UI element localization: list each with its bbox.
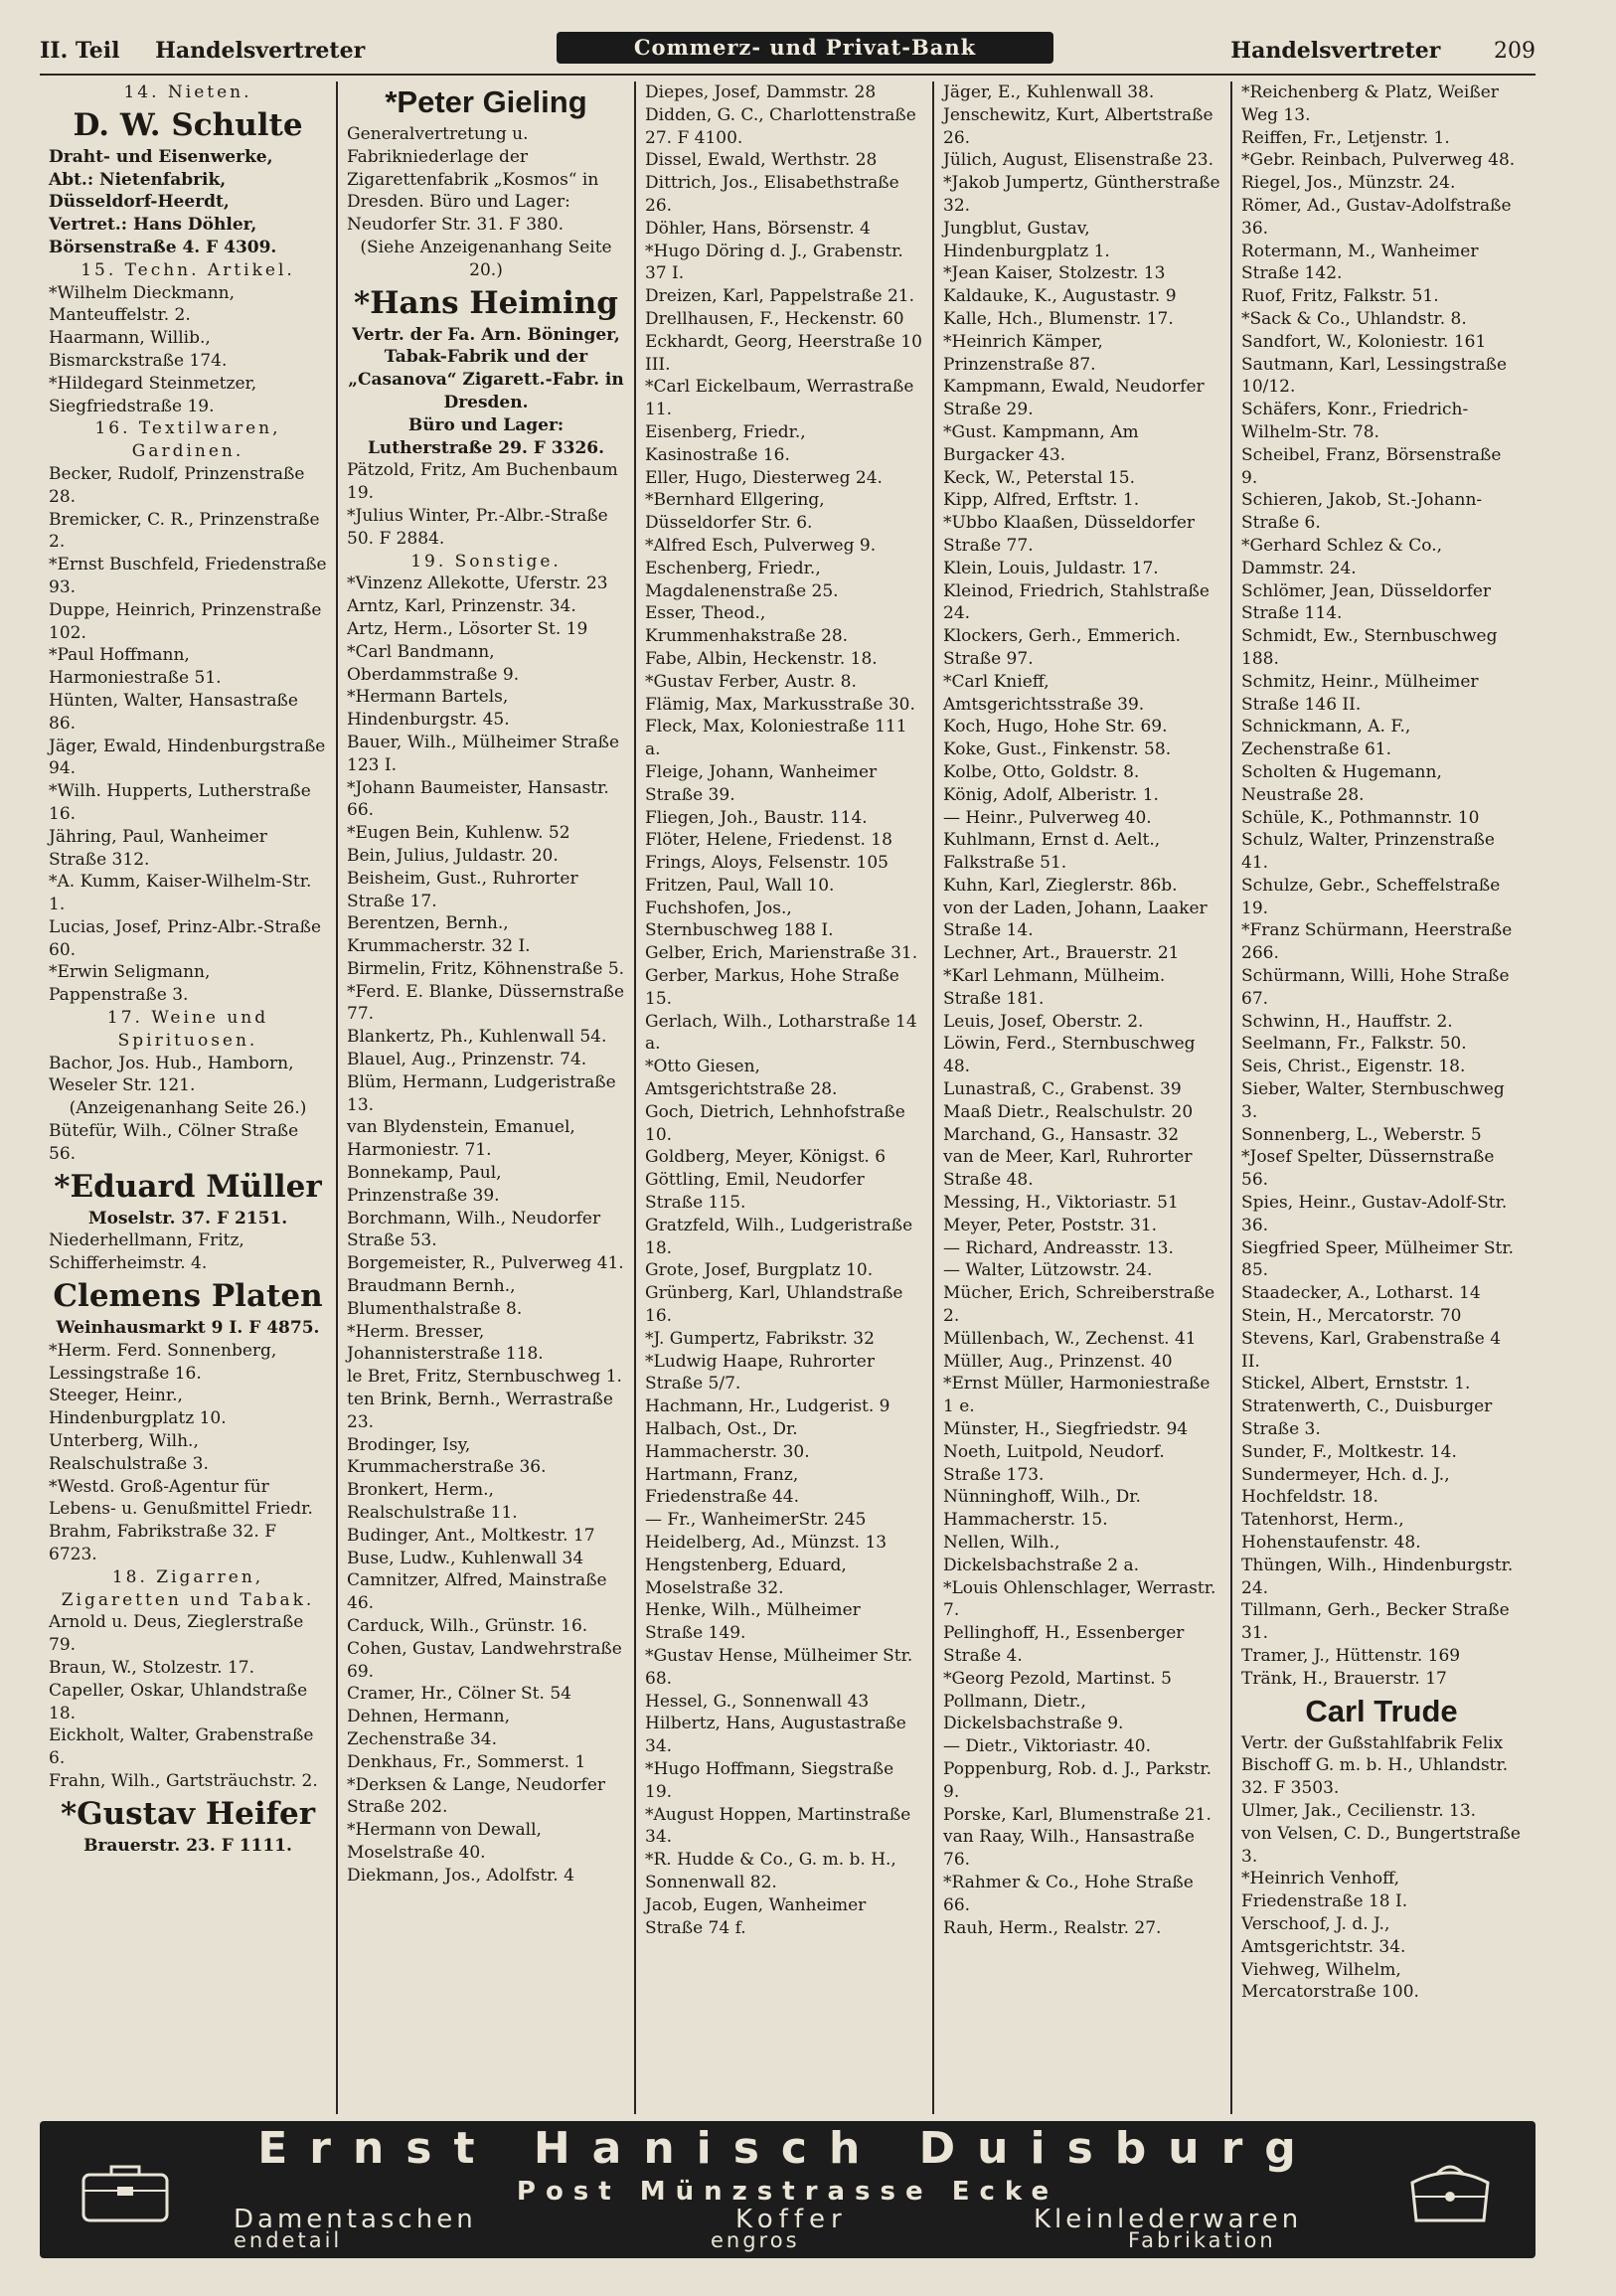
directory-entry: *Johann Baumeister, Hansastr. 66. (347, 777, 609, 821)
directory-entry: Kalle, Hch., Blumenstr. 17. (943, 308, 1174, 329)
directory-entry: Leuis, Josef, Oberstr. 2. (943, 1011, 1144, 1032)
directory-entry: Duppe, Heinrich, Prinzenstraße 102. (49, 599, 322, 643)
directory-entry: Büro und Lager: (407, 414, 565, 435)
directory-entry: Jäger, Ewald, Hindenburgstraße 94. (49, 736, 326, 779)
advertiser-name: *Gustav Heifer (60, 1795, 316, 1832)
directory-entry: Pellinghoff, H., Essenberger Straße 4. (943, 1623, 1185, 1666)
directory-entry: Moselstr. 37. F 2151. (87, 1208, 288, 1229)
directory-entry: *Bernhard Ellgering, Düsseldorfer Str. 6. (645, 490, 825, 534)
header-section-right: Handelsvertreter (1230, 38, 1441, 64)
directory-entry: Arntz, Karl, Prinzenstr. 34. (347, 596, 576, 617)
directory-entry: Abt.: Nietenfabrik, (49, 169, 227, 190)
directory-entry: Rauh, Herm., Realstr. 27. (943, 1917, 1162, 1938)
directory-entry: Flöter, Helene, Friedenst. 18 (645, 830, 892, 851)
directory-entry: Klein, Louis, Juldastr. 17. (943, 558, 1159, 578)
directory-entry: Didden, G. C., Charlottenstraße 27. F 4100. (645, 104, 916, 148)
directory-entry: *Ludwig Haape, Ruhrorter Straße 5/7. (645, 1351, 875, 1394)
directory-entry: *Hermann von Dewall, Moselstraße 40. (347, 1820, 542, 1863)
directory-entry: Müller, Aug., Prinzenst. 40 (943, 1351, 1173, 1372)
directory-column-2 (338, 82, 636, 2114)
directory-entry: Messing, H., Viktoriastr. 51 (943, 1193, 1179, 1214)
directory-entry: Borgemeister, R., Pulverweg 41. (347, 1253, 624, 1274)
directory-entry: *Wilh. Hupperts, Lutherstraße 16. (49, 781, 311, 824)
directory-entry: Blauel, Aug., Prinzenstr. 74. (347, 1050, 587, 1070)
directory-entry: *Derksen & Lange, Neudorfer Straße 202. (347, 1774, 606, 1818)
directory-entry: *Georg Pezold, Martinst. 5 (943, 1668, 1172, 1689)
directory-entry: Gerber, Markus, Hohe Straße 15. (645, 966, 899, 1009)
directory-entry: — Heinr., Pulverweg 40. (943, 807, 1152, 828)
directory-entry: Seis, Christ., Eigenstr. 18. (1241, 1057, 1466, 1077)
directory-entry: Hachmann, Hr., Ludgerist. 9 (645, 1396, 890, 1417)
header-rule (40, 74, 1535, 76)
directory-entry: Eickholt, Walter, Grabenstraße 6. (49, 1725, 314, 1769)
directory-entry: Pätzold, Fritz, Am Buchenbaum 19. (347, 460, 618, 504)
directory-entry: *Ferd. E. Blanke, Düssernstraße 77. (347, 981, 625, 1025)
directory-entry: *Paul Hoffmann, Harmoniestraße 51. (49, 645, 222, 689)
category-heading: 14. Nieten. (123, 82, 252, 102)
directory-entry: Hünten, Walter, Hansastraße 86. (49, 690, 298, 734)
directory-entry: Kolbe, Otto, Goldstr. 8. (943, 761, 1140, 782)
advertisement-banner (40, 2121, 1535, 2258)
directory-entry: Fritzen, Paul, Wall 10. (645, 875, 835, 896)
directory-entry: Lunastraß, C., Grabenst. 39 (943, 1079, 1182, 1100)
directory-entry: Schnickmann, A. F., Zechenstraße 61. (1241, 717, 1411, 760)
directory-entry: *Heinrich Venhoff, Friedenstraße 18 I. (1241, 1869, 1408, 1912)
directory-entry: Reiffen, Fr., Letjenstr. 1. (1241, 127, 1450, 148)
directory-entry: *Gerhard Schlez & Co., Dammstr. 24. (1241, 535, 1443, 578)
header-right (1230, 38, 1535, 64)
directory-entry: Goldberg, Meyer, Königst. 6 (645, 1147, 887, 1168)
directory-entry: Niederhellmann, Fritz, Schifferheimstr. 4. (49, 1230, 244, 1274)
directory-entry: Brauerstr. 23. F 1111. (83, 1835, 292, 1856)
directory-entry: Gerlach, Wilh., Lotharstraße 14 a. (645, 1011, 917, 1055)
directory-entry: Jacob, Eugen, Wanheimer Straße 74 f. (645, 1894, 867, 1938)
directory-entry: Kuhn, Karl, Zieglerstr. 86b. (943, 875, 1178, 896)
directory-entry: Hengstenberg, Eduard, Moselstraße 32. (645, 1555, 847, 1598)
directory-entry: Capeller, Oskar, Uhlandstraße 18. (49, 1680, 308, 1723)
directory-entry: Becker, Rudolf, Prinzenstraße 28. (49, 463, 305, 507)
directory-entry: *August Hoppen, Martinstraße 34. (645, 1804, 911, 1848)
directory-entry: *R. Hudde & Co., G. m. b. H., Sonnenwall 82. (645, 1850, 896, 1892)
directory-entry: Hilbertz, Hans, Augustastraße 34. (645, 1714, 906, 1757)
page-number: 209 (1494, 39, 1535, 64)
directory-entry: — Fr., WanheimerStr. 245 (645, 1510, 867, 1531)
directory-entry: Koch, Hugo, Hohe Str. 69. (943, 717, 1168, 738)
directory-entry: Nünninghoff, Wilh., Dr. Hammacherstr. 15. (943, 1487, 1141, 1531)
directory-entry: Jähring, Paul, Wanheimer Straße 312. (49, 826, 267, 870)
directory-entry: Diekmann, Jos., Adolfstr. 4 (347, 1865, 574, 1886)
directory-entry: Nellen, Wilh., Dickelsbachstraße 2 a. (943, 1533, 1139, 1575)
directory-entry: *J. Gumpertz, Fabrikstr. 32 (645, 1328, 875, 1349)
directory-entry: Tatenhorst, Herm., Hohenstaufenstr. 48. (1241, 1510, 1421, 1553)
ad-center-line2: engros (711, 2228, 800, 2252)
directory-entry: Drellhausen, F., Heckenstr. 60 (645, 308, 904, 329)
directory-entry: Sandfort, W., Koloniestr. 161 (1241, 331, 1487, 352)
directory-entry: Römer, Ad., Gustav-Adolfstraße 36. (1241, 195, 1512, 239)
ad-center-line1: Koffer (735, 2205, 848, 2234)
directory-entry: Schmidt, Ew., Sternbuschweg 188. (1241, 626, 1498, 669)
directory-entry: Henke, Wilh., Mülheimer Straße 149. (645, 1600, 861, 1644)
directory-entry: Keck, W., Peterstal 15. (943, 467, 1135, 488)
directory-entry: *Jean Kaiser, Stolzestr. 13 (943, 263, 1166, 284)
advertiser-name: Clemens Platen (53, 1278, 323, 1315)
directory-entry: Pollmann, Dietr., Dickelsbachstraße 9. (943, 1691, 1124, 1734)
directory-columns (40, 82, 1535, 2114)
ad-left-line1: Damentaschen (234, 2205, 477, 2234)
directory-entry: van Blydenstein, Emanuel, Harmoniestr. 71. (347, 1117, 575, 1161)
directory-entry: Mücher, Erich, Schreiberstraße 2. (943, 1283, 1215, 1327)
header-section-left: Handelsvertreter (155, 38, 366, 64)
directory-entry: Bremicker, C. R., Prinzenstraße 2. (49, 509, 320, 553)
directory-entry: Thüngen, Wilh., Hindenburgstr. 24. (1241, 1555, 1514, 1598)
advertiser-name: Carl Trude (1305, 1693, 1458, 1728)
directory-entry: *Vinzenz Allekotte, Uferstr. 23 (347, 574, 608, 594)
directory-entry: Fuchshofen, Jos., Sternbuschweg 188 I. (645, 898, 834, 941)
category-heading: 15. Techn. Artikel. (81, 259, 295, 280)
directory-entry: Kuhlmann, Ernst d. Aelt., Falkstraße 51. (943, 830, 1161, 874)
directory-entry: le Bret, Fritz, Sternbuschweg 1. (347, 1367, 622, 1388)
directory-entry: *Ubbo Klaaßen, Düsseldorfer Straße 77. (943, 513, 1196, 556)
directory-entry: Camnitzer, Alfred, Mainstraße 46. (347, 1570, 607, 1614)
directory-entry: Sieber, Walter, Sternbuschweg 3. (1241, 1079, 1505, 1122)
directory-entry: Ruof, Fritz, Falkstr. 51. (1241, 286, 1439, 307)
directory-entry: Buse, Ludw., Kuhlenwall 34 (347, 1548, 584, 1568)
ad-subtitle: Post Münzstrasse Ecke (516, 2177, 1059, 2207)
directory-entry: Verschoof, J. d. J., Amtsgerichtstr. 34. (1241, 1913, 1406, 1957)
directory-entry: *Eugen Bein, Kuhlenw. 52 (347, 823, 570, 844)
directory-entry: Sunder, F., Moltkestr. 14. (1241, 1441, 1457, 1462)
directory-entry: Stratenwerth, C., Duisburger Straße 3. (1241, 1396, 1493, 1440)
directory-entry: Tillmann, Gerh., Becker Straße 31. (1241, 1600, 1510, 1644)
directory-entry: *Otto Giesen, Amtsgerichtstraße 28. (645, 1057, 838, 1100)
directory-entry: Halbach, Ost., Dr. Hammacherstr. 30. (645, 1419, 810, 1462)
directory-entry: Kampmann, Ewald, Neudorfer Straße 29. (943, 377, 1205, 420)
directory-entry: Jenschewitz, Kurt, Albertstraße 26. (943, 104, 1213, 148)
advertiser-name: *Hans Heiming (354, 284, 618, 321)
directory-entry: *A. Kumm, Kaiser-Wilhelm-Str. 1. (49, 872, 312, 915)
directory-entry: Berentzen, Bernh., Krummacherstr. 32 I. (347, 913, 531, 957)
category-heading: 19. Sonstige. (410, 551, 562, 572)
directory-entry: Schlömer, Jean, Düsseldorfer Straße 114. (1241, 580, 1492, 624)
directory-entry: von Velsen, C. D., Bungertstraße 3. (1241, 1823, 1521, 1867)
directory-entry: ten Brink, Bernh., Werrastraße 23. (347, 1390, 613, 1432)
directory-entry: Maaß Dietr., Realschulstr. 20 (943, 1101, 1194, 1122)
directory-entry: Fleige, Johann, Wanheimer Straße 39. (645, 761, 878, 805)
directory-entry: *Gebr. Reinbach, Pulverweg 48. (1241, 150, 1516, 171)
directory-entry: Stevens, Karl, Grabenstraße 4 II. (1241, 1328, 1502, 1372)
directory-entry: Steeger, Heinr., Hindenburgplatz 10. (49, 1386, 227, 1429)
directory-entry: Artz, Herm., Lösorter St. 19 (347, 618, 588, 639)
directory-entry: *Josef Spelter, Düssernstraße 56. (1241, 1147, 1495, 1191)
directory-entry: Stickel, Albert, Ernststr. 1. (1241, 1374, 1471, 1394)
advertiser-name: *Peter Gieling (385, 84, 587, 119)
ad-left-line2: endetail (234, 2228, 343, 2252)
directory-entry: Lutherstraße 29. F 3326. (367, 437, 605, 458)
ad-title: Ernst Hanisch Duisburg (257, 2123, 1318, 2174)
directory-entry: — Richard, Andreasstr. 13. (943, 1237, 1174, 1258)
directory-entry: *Reichenberg & Platz, Weißer Weg 13. (1241, 82, 1499, 125)
page-header (40, 28, 1535, 76)
directory-entry: Klockers, Gerh., Emmerich. Straße 97. (943, 626, 1181, 669)
directory-entry: Kaldauke, K., Augustastr. 9 (943, 286, 1177, 307)
directory-entry: van de Meer, Karl, Ruhrorter Straße 48. (943, 1147, 1193, 1191)
directory-entry: Heidelberg, Ad., Münzst. 13 (645, 1533, 888, 1553)
directory-entry: *Carl Eickelbaum, Werrastraße 11. (645, 377, 914, 420)
directory-entry: Börsenstraße 4. F 4309. (49, 237, 277, 257)
directory-entry: Esser, Theod., Krummenhakstraße 28. (645, 603, 849, 647)
directory-entry: *Herm. Ferd. Sonnenberg, Lessingstraße 16. (49, 1340, 277, 1384)
directory-entry: Grünberg, Karl, Uhlandstraße 16. (645, 1283, 903, 1327)
directory-entry: Beisheim, Gust., Ruhrorter Straße 17. (347, 868, 578, 911)
directory-entry: Vertr. der Fa. Arn. Böninger, Tabak-Fabrik und der „Casanova“ Zigarett.-Fabr. in Dresden. (348, 324, 624, 412)
category-heading: 17. Weine und Spirituosen. (106, 1008, 269, 1051)
directory-entry: Flämig, Max, Markusstraße 30. (645, 694, 915, 715)
directory-entry: Haarmann, Willib., Bismarckstraße 174. (49, 328, 228, 371)
directory-entry: Unterberg, Wilh., Realschulstraße 3. (49, 1431, 209, 1474)
directory-entry: Vertr. der Gußstahlfabrik Felix Bischoff G. m. b. H., Uhlandstr. 32. F 3503. (1241, 1732, 1509, 1799)
directory-entry: *Gust. Kampmann, Am Burgacker 43. (943, 421, 1139, 465)
directory-entry: Braun, W., Stolzestr. 17. (49, 1658, 254, 1678)
directory-entry: Schäfers, Konr., Friedrich-Wilhelm-Str. 78. (1241, 400, 1469, 442)
directory-entry: Münster, H., Siegfriedstr. 94 (943, 1419, 1189, 1440)
directory-entry: *Carl Knieff, Amtsgerichtsstraße 39. (943, 671, 1145, 715)
directory-entry: Hessel, G., Sonnenwall 43 (645, 1691, 870, 1712)
directory-entry: Koke, Gust., Finkenstr. 58. (943, 739, 1172, 760)
directory-entry: Fabe, Albin, Heckenstr. 18. (645, 648, 878, 669)
directory-entry: Scheibel, Franz, Börsenstraße 9. (1241, 444, 1502, 488)
directory-entry: Gratzfeld, Wilh., Ludgeristraße 18. (645, 1215, 913, 1258)
directory-entry: *Jakob Jumpertz, Güntherstraße 32. (943, 173, 1220, 216)
directory-entry: *Wilhelm Dieckmann, Manteuffelstr. 2. (49, 282, 236, 326)
directory-entry: Blankertz, Ph., Kuhlenwall 54. (347, 1027, 607, 1048)
directory-entry: Bauer, Wilh., Mülheimer Straße 123 I. (347, 732, 620, 775)
directory-entry: Noeth, Luitpold, Neudorf. Straße 173. (943, 1441, 1165, 1485)
directory-entry: Bütefür, Wilh., Cölner Straße 56. (49, 1121, 299, 1164)
directory-entry: Dehnen, Hermann, Zechenstraße 34. (347, 1707, 510, 1749)
directory-entry: Bein, Julius, Juldastr. 20. (347, 845, 559, 866)
directory-entry: *Alfred Esch, Pulverweg 9. (645, 535, 877, 556)
directory-entry: Dissel, Ewald, Werthstr. 28 (645, 150, 878, 171)
directory-entry: *Franz Schürmann, Heerstraße 266. (1241, 920, 1513, 964)
directory-entry: Riegel, Jos., Münzstr. 24. (1241, 173, 1456, 194)
directory-entry: Jungblut, Gustav, Hindenburgplatz 1. (943, 218, 1110, 261)
directory-entry: Vertret.: Hans Döhler, (49, 215, 257, 236)
directory-entry: Carduck, Wilh., Grünstr. 16. (347, 1616, 588, 1636)
header-part: II. Teil (40, 38, 120, 64)
directory-entry: *Julius Winter, Pr.-Albr.-Straße 50. F 2884. (347, 505, 608, 549)
directory-entry: Marchand, G., Hansastr. 32 (943, 1124, 1180, 1145)
directory-entry: (Siehe Anzeigenanhang Seite 20.) (360, 237, 612, 280)
directory-entry: Schwinn, H., Hauffstr. 2. (1241, 1011, 1453, 1032)
directory-column-1 (40, 82, 338, 2114)
directory-entry: König, Adolf, Alberistr. 1. (943, 784, 1159, 805)
directory-entry: Seelmann, Fr., Falkstr. 50. (1241, 1034, 1467, 1055)
directory-entry: Bronkert, Herm., Realschulstraße 11. (347, 1480, 518, 1524)
directory-entry: Braudmann Bernh., Blumenthalstraße 8. (347, 1276, 523, 1319)
directory-entry: *Karl Lehmann, Mülheim. Straße 181. (943, 966, 1166, 1009)
directory-entry: Löwin, Ferd., Sternbuschweg 48. (943, 1034, 1196, 1077)
directory-entry: Scholten & Hugemann, Neustraße 28. (1241, 761, 1442, 805)
directory-entry: Schürmann, Willi, Hohe Straße 67. (1241, 966, 1510, 1009)
directory-entry: Dreizen, Karl, Pappelstraße 21. (645, 286, 914, 307)
directory-entry: Schulze, Gebr., Scheffelstraße 19. (1241, 875, 1501, 918)
directory-entry: Schüle, K., Pothmannstr. 10 (1241, 807, 1480, 828)
directory-entry: *Heinrich Kämper, Prinzenstraße 87. (943, 331, 1103, 375)
directory-entry: von der Laden, Johann, Laaker Straße 14. (943, 898, 1208, 941)
directory-entry: *Hermann Bartels, Hindenburgstr. 45. (347, 687, 510, 731)
ad-right-line1: Kleinlederwaren (1034, 2205, 1303, 2234)
directory-entry: *Carl Bandmann, Oberdammstraße 9. (347, 641, 520, 685)
directory-entry: Cramer, Hr., Cölner St. 54 (347, 1684, 571, 1705)
travel-bag-icon (1402, 2157, 1498, 2226)
directory-entry: Tränk, H., Brauerstr. 17 (1241, 1668, 1447, 1689)
directory-entry: Döhler, Hans, Börsenstr. 4 (645, 218, 871, 239)
directory-column-5 (1232, 82, 1531, 2114)
header-left (40, 38, 365, 64)
directory-entry: Spies, Heinr., Gustav-Adolf-Str. 36. (1241, 1193, 1508, 1235)
directory-entry: Goch, Dietrich, Lehnhofstraße 10. (645, 1101, 905, 1145)
directory-entry: *Erwin Seligmann, Pappenstraße 3. (49, 962, 211, 1006)
directory-entry: Fliegen, Joh., Baustr. 114. (645, 807, 868, 828)
directory-entry: *Gustav Ferber, Austr. 8. (645, 671, 857, 692)
directory-entry: Jäger, E., Kuhlenwall 38. (943, 82, 1155, 102)
directory-entry: Poppenburg, Rob. d. J., Parkstr. 9. (943, 1758, 1212, 1802)
directory-entry: *Herm. Bresser, Johannisterstraße 118. (347, 1321, 544, 1365)
directory-entry: *Hugo Döring d. J., Grabenstr. 37 I. (645, 241, 903, 284)
directory-entry: Frings, Aloys, Felsenstr. 105 (645, 853, 889, 874)
directory-entry: Meyer, Peter, Poststr. 31. (943, 1215, 1158, 1235)
directory-entry: *Louis Ohlenschlager, Werrastr. 7. (943, 1577, 1216, 1621)
directory-entry: Tramer, J., Hüttenstr. 169 (1241, 1645, 1461, 1666)
directory-entry: Eisenberg, Friedr., Kasinostraße 16. (645, 421, 806, 465)
directory-entry: — Walter, Lützowstr. 24. (943, 1260, 1153, 1281)
directory-entry: Grote, Josef, Burgplatz 10. (645, 1260, 874, 1281)
directory-entry: *Westd. Groß-Agentur für Lebens- u. Genußmittel Friedr. Brahm, Fabrikstraße 32. F 6723. (49, 1476, 313, 1565)
directory-entry: Eschenberg, Friedr., Magdalenenstraße 25. (645, 558, 839, 601)
directory-entry: Kipp, Alfred, Erftstr. 1. (943, 490, 1140, 511)
advertiser-name: *Eduard Müller (54, 1168, 322, 1205)
directory-entry: *Ernst Müller, Harmoniestraße 1 e. (943, 1374, 1211, 1417)
directory-entry: *Sack & Co., Uhlandstr. 8. (1241, 308, 1467, 329)
directory-entry: Schieren, Jakob, St.-Johann-Straße 6. (1241, 490, 1483, 534)
directory-entry: Bonnekamp, Paul, Prinzenstraße 39. (347, 1163, 502, 1206)
directory-entry: Cohen, Gustav, Landwehrstraße 69. (347, 1638, 622, 1682)
directory-entry: Sonnenberg, L., Weberstr. 5 (1241, 1124, 1482, 1145)
directory-entry: *Rahmer & Co., Hohe Straße 66. (943, 1872, 1194, 1915)
directory-entry: Birmelin, Fritz, Köhnenstraße 5. (347, 958, 625, 979)
category-heading: 18. Zigarren, Zigaretten und Tabak. (61, 1566, 315, 1610)
directory-entry: Müllenbach, W., Zechenst. 41 (943, 1328, 1197, 1349)
directory-entry: Staadecker, A., Lotharst. 14 (1241, 1283, 1481, 1304)
directory-entry: Bachor, Jos. Hub., Hamborn, Weseler Str. 121. (49, 1053, 294, 1096)
ad-right-line2: Fabrikation (1128, 2228, 1276, 2252)
directory-entry: Lucias, Josef, Prinz-Albr.-Straße 60. (49, 916, 322, 960)
directory-entry: Sautmann, Karl, Lessingstraße 10/12. (1241, 354, 1508, 398)
directory-entry: Düsseldorf-Heerdt, (49, 192, 230, 213)
directory-entry: Hartmann, Franz, Friedenstraße 44. (645, 1464, 799, 1508)
directory-entry: Dittrich, Jos., Elisabethstraße 26. (645, 173, 899, 216)
directory-entry: *Hugo Hoffmann, Siegstraße 19. (645, 1758, 894, 1802)
directory-entry: Göttling, Emil, Neudorfer Straße 115. (645, 1170, 865, 1214)
directory-entry: Gelber, Erich, Marienstraße 31. (645, 943, 918, 964)
advertiser-name: D. W. Schulte (73, 106, 303, 143)
directory-entry: Blüm, Hermann, Ludgeristraße 13. (347, 1071, 616, 1115)
bank-banner: Commerz- und Privat-Bank (557, 32, 1053, 64)
category-heading: 16. Textilwaren, Gardinen. (94, 418, 281, 462)
directory-entry: *Ernst Buschfeld, Friedenstraße 93. (49, 555, 327, 597)
directory-entry: Budinger, Ant., Moltkestr. 17 (347, 1525, 595, 1546)
directory-entry: *Gustav Hense, Mülheimer Str. 68. (645, 1645, 913, 1689)
directory-entry: Weinhausmarkt 9 I. F 4875. (56, 1318, 320, 1339)
directory-column-4 (934, 82, 1232, 2114)
directory-entry: Schulz, Walter, Prinzenstraße 41. (1241, 830, 1495, 874)
directory-entry: Schmitz, Heinr., Mülheimer Straße 146 II. (1241, 671, 1479, 715)
directory-entry: Borchmann, Wilh., Neudorfer Straße 53. (347, 1208, 601, 1251)
directory-entry: Kleinod, Friedrich, Stahlstraße 24. (943, 580, 1210, 624)
directory-entry: Rotermann, M., Wanheimer Straße 142. (1241, 241, 1479, 284)
directory-entry: Lechner, Art., Brauerstr. 21 (943, 943, 1180, 964)
directory-entry: Brodinger, Isy, Krummacherstraße 36. (347, 1434, 547, 1478)
directory-entry: (Anzeigenanhang Seite 26.) (69, 1098, 307, 1119)
directory-entry: Viehweg, Wilhelm, Mercatorstraße 100. (1241, 1959, 1419, 2003)
directory-entry: Eckhardt, Georg, Heerstraße 10 III. (645, 331, 922, 375)
directory-column-3 (636, 82, 934, 2114)
directory-entry: Ulmer, Jak., Cecilienstr. 13. (1241, 1800, 1477, 1821)
directory-entry: Sundermeyer, Hch. d. J., Hochfeldstr. 18. (1241, 1464, 1450, 1508)
directory-entry: Eller, Hugo, Diesterweg 24. (645, 467, 883, 488)
directory-entry: Siegfried Speer, Mülheimer Str. 85. (1241, 1237, 1515, 1281)
directory-entry: Porske, Karl, Blumenstraße 21. (943, 1804, 1212, 1825)
directory-entry: Denkhaus, Fr., Sommerst. 1 (347, 1751, 586, 1772)
directory-entry: Jülich, August, Elisenstraße 23. (943, 150, 1214, 171)
directory-entry: Stein, H., Mercatorstr. 70 (1241, 1306, 1462, 1327)
directory-entry: — Dietr., Viktoriastr. 40. (943, 1736, 1151, 1757)
directory-entry: Diepes, Josef, Dammstr. 28 (645, 82, 877, 102)
directory-entry: Arnold u. Deus, Zieglerstraße 79. (49, 1612, 304, 1656)
directory-entry: Fleck, Max, Koloniestraße 111 a. (645, 717, 907, 760)
directory-entry: Frahn, Wilh., Gartsträuchstr. 2. (49, 1770, 318, 1791)
directory-entry: Draht- und Eisenwerke, (49, 146, 273, 167)
directory-entry: van Raay, Wilh., Hansastraße 76. (943, 1827, 1195, 1871)
directory-entry: *Hildegard Steinmetzer, Siegfriedstraße 19. (49, 373, 257, 416)
directory-entry: Generalvertretung u. Fabrikniederlage der Zigarettenfabrik „Kosmos“ in Dresden. Büro und Lager: Neudorfer Str. 31. F 380. (347, 124, 599, 236)
